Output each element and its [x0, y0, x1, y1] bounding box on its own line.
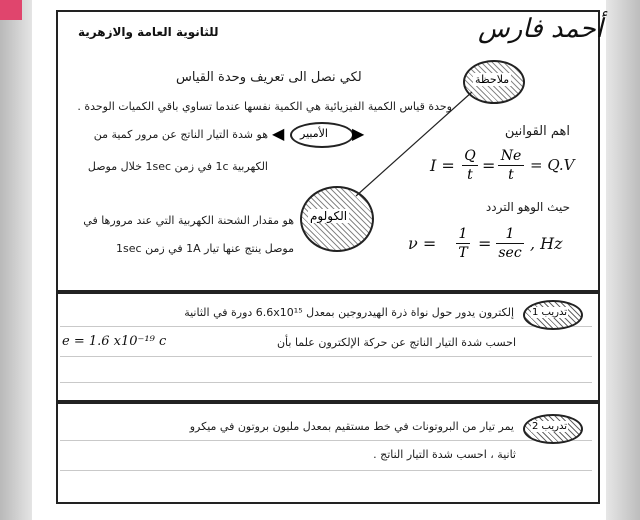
- ampere-label: الأمبير: [300, 127, 328, 140]
- fraction-Q-over-t: [462, 148, 478, 183]
- fraction-1-over-sec: [496, 226, 524, 261]
- coulomb-def-2: موصل ينتج عنها تيار 1A في زمن 1sec: [116, 242, 294, 255]
- note-badge-label: ملاحظة: [475, 73, 510, 86]
- exercise-1-line-2: احسب شدة التيار الناتج عن حركة الإلكترون علما بأن: [276, 336, 516, 349]
- note-line-1: لكي نصل الى تعريف وحدة القياس: [176, 70, 362, 85]
- exercise-1-badge-label: تدريب 1: [532, 307, 568, 318]
- rule-line: [60, 356, 592, 357]
- unit-hz: , Hz: [530, 234, 563, 253]
- formula-QV: = Q.V: [530, 156, 575, 174]
- numerator-one: 1: [458, 226, 468, 242]
- fraction-1-over-T: [456, 226, 470, 261]
- laws-heading: اهم القوانين: [504, 124, 570, 139]
- frequency-heading: حيث الوهو التردد: [485, 200, 570, 214]
- note-line-2: وحدة قياس الكمية الفيزيائية هي الكمية نفسها عندما تساوي باقي الكميات الوحدة .: [77, 100, 452, 113]
- formula-I: I =: [430, 156, 455, 175]
- denominator-t: t: [467, 167, 473, 183]
- numerator-one-2: 1: [505, 226, 515, 242]
- exercise-2-line-2: ثانية ، احسب شدة التيار الناتج .: [373, 448, 516, 461]
- ampere-def-2: الكهربية 1c في زمن 1sec خلال موصل: [87, 160, 268, 173]
- denominator-sec: sec: [498, 245, 522, 261]
- coulomb-label: الكولوم: [310, 209, 348, 223]
- coulomb-def-1: هو مقدار الشحنة الكهربية التي عند مرورها في: [83, 214, 294, 227]
- brand-logo: أحمد فارس: [478, 14, 603, 44]
- denominator-t-2: t: [508, 167, 514, 183]
- ampere-def-1: هو شدة التيار الناتج عن مرور كمية من: [93, 128, 268, 141]
- exercise-1-badge: [523, 300, 583, 330]
- numerator-Q: Q: [464, 148, 476, 164]
- exercise-2-badge-label: تدريب 2: [532, 421, 568, 432]
- rule-line: [60, 440, 592, 441]
- rule-line: [60, 382, 592, 383]
- electron-charge: e = 1.6 x10⁻¹⁹ c: [62, 334, 167, 349]
- ribbon-right-icon: ▶: [352, 124, 365, 143]
- exercise-1-line-1: إلكترون يدور حول نواة ذرة الهيدروجين بمعدل 6.6x10¹⁵ دورة في الثانية: [184, 306, 514, 319]
- denominator-T: T: [458, 245, 468, 261]
- equals-sign-2: =: [478, 234, 492, 253]
- formula-nu: ν =: [408, 234, 437, 253]
- exercise-2-badge: [523, 414, 583, 444]
- exercise-2-line-1: يمر تيار من البروتونات في خط مستقيم بمعدل مليون بروتون في ميكرو: [189, 420, 514, 433]
- numerator-Ne: Ne: [500, 148, 522, 164]
- ribbon-left-icon: ◀: [272, 124, 285, 143]
- rule-line: [60, 326, 592, 327]
- rule-line: [60, 470, 592, 471]
- school-label: للثانوية العامة والازهرية: [78, 25, 219, 39]
- equals-sign: =: [482, 156, 496, 175]
- fraction-Ne-over-t: [498, 148, 524, 183]
